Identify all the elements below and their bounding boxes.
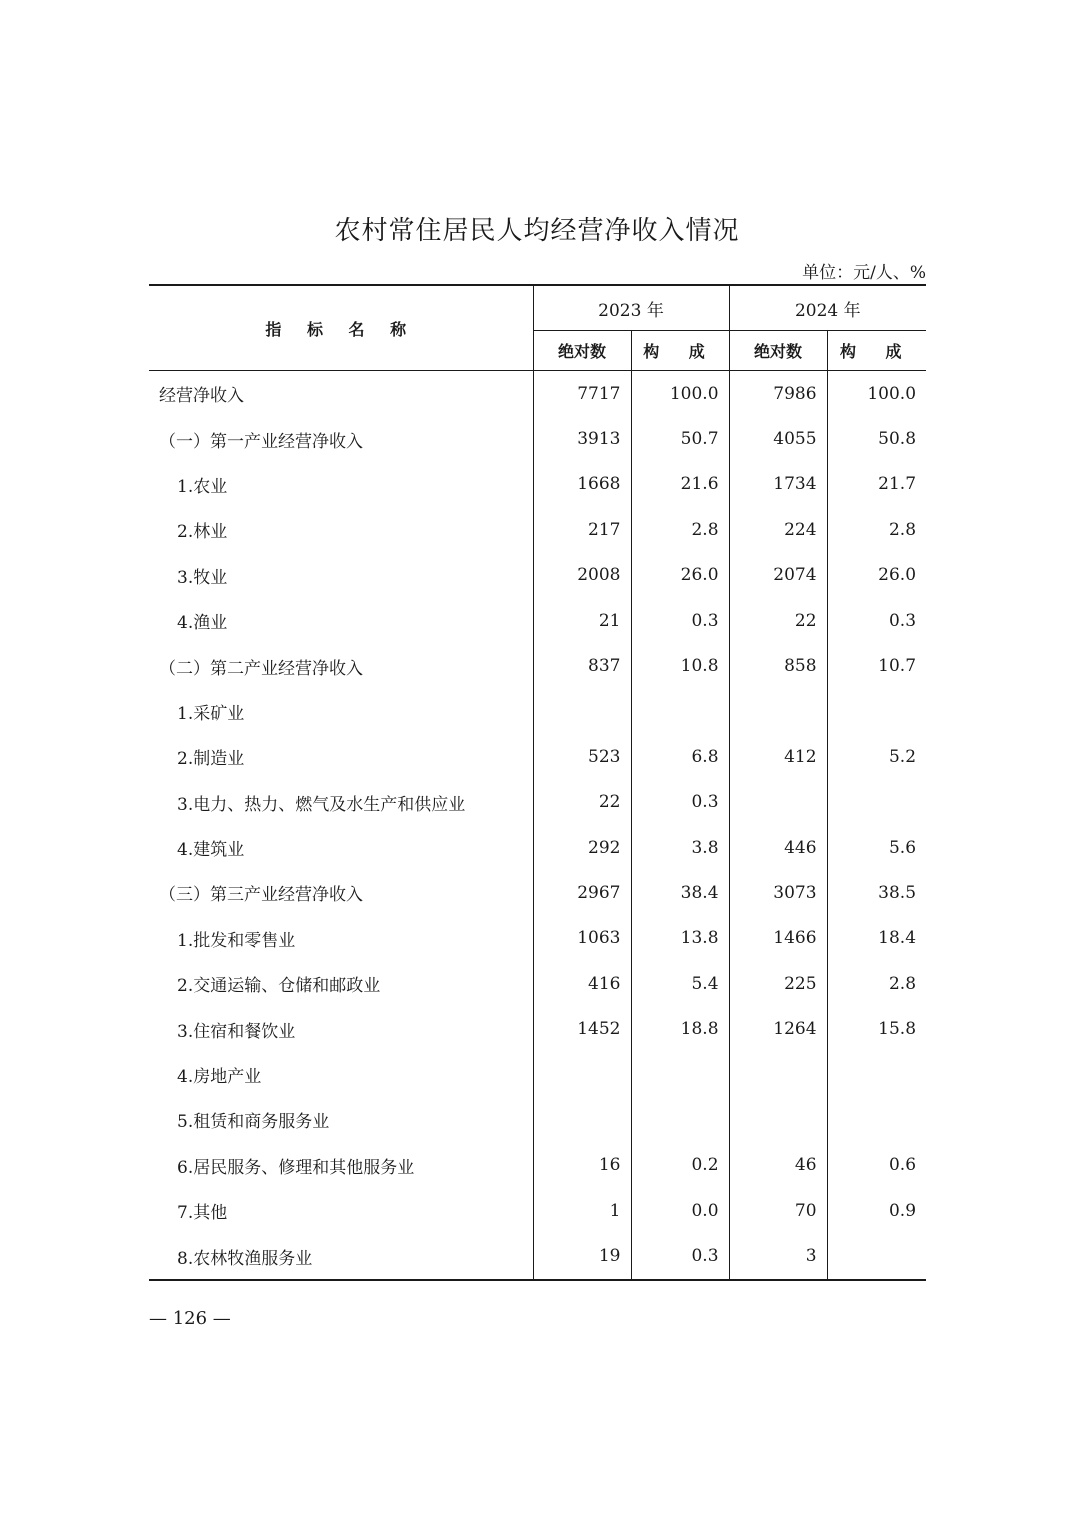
cell-abs-2024: 224: [729, 507, 827, 552]
row-name: （三）第三产业经营净收入: [149, 870, 533, 915]
table-row: [149, 780, 926, 825]
table-row: [149, 1052, 926, 1097]
cell-abs-2023: 3913: [533, 416, 631, 461]
table-row: [149, 416, 926, 461]
header-abs-2024: 绝对数: [729, 331, 827, 371]
cell-comp-2023: 0.3: [631, 598, 729, 643]
row-name: 5.租赁和商务服务业: [149, 1097, 533, 1142]
cell-comp-2023: 100.0: [631, 371, 729, 417]
cell-abs-2024: 858: [729, 643, 827, 688]
cell-comp-2024: 21.7: [827, 462, 926, 507]
table-row: [149, 1233, 926, 1279]
table-row: [149, 507, 926, 552]
cell-comp-2024: 26.0: [827, 553, 926, 598]
cell-comp-2023: 2.8: [631, 507, 729, 552]
cell-abs-2024: 446: [729, 825, 827, 870]
cell-abs-2023: [533, 1052, 631, 1097]
cell-abs-2024: 46: [729, 1143, 827, 1188]
row-name: 经营净收入: [149, 371, 533, 417]
cell-comp-2023: 0.3: [631, 780, 729, 825]
cell-comp-2023: 5.4: [631, 961, 729, 1006]
cell-abs-2024: [729, 689, 827, 734]
cell-abs-2024: 1466: [729, 916, 827, 961]
row-name: 2.林业: [149, 507, 533, 552]
cell-abs-2023: 1452: [533, 1006, 631, 1051]
table-row: [149, 734, 926, 779]
table-row: [149, 689, 926, 734]
cell-comp-2023: 18.8: [631, 1006, 729, 1051]
cell-comp-2024: [827, 1052, 926, 1097]
cell-comp-2024: 100.0: [827, 371, 926, 417]
cell-abs-2023: [533, 1097, 631, 1142]
table-row: [149, 961, 926, 1006]
header-abs-2023: 绝对数: [533, 331, 631, 371]
unit-label: 单位：元/人、%: [802, 263, 926, 283]
cell-abs-2024: 2074: [729, 553, 827, 598]
table-row: [149, 1006, 926, 1051]
cell-comp-2024: 38.5: [827, 870, 926, 915]
header-comp-2023: 构 成: [631, 331, 729, 371]
income-table: [149, 284, 926, 1281]
table-row: [149, 371, 926, 417]
cell-abs-2023: 22: [533, 780, 631, 825]
cell-comp-2024: [827, 689, 926, 734]
cell-comp-2023: 26.0: [631, 553, 729, 598]
table-row: [149, 1097, 926, 1142]
cell-abs-2024: 412: [729, 734, 827, 779]
cell-abs-2023: 1668: [533, 462, 631, 507]
row-name: （二）第二产业经营净收入: [149, 643, 533, 688]
table-row: [149, 1143, 926, 1188]
cell-abs-2023: 217: [533, 507, 631, 552]
cell-comp-2024: 15.8: [827, 1006, 926, 1051]
row-name: 2.制造业: [149, 734, 533, 779]
cell-comp-2024: 0.3: [827, 598, 926, 643]
cell-abs-2024: [729, 1097, 827, 1142]
cell-abs-2023: 16: [533, 1143, 631, 1188]
cell-abs-2023: 19: [533, 1233, 631, 1279]
header-indicator-name: 指 标 名 称: [149, 285, 533, 371]
cell-comp-2023: 3.8: [631, 825, 729, 870]
cell-abs-2024: 3073: [729, 870, 827, 915]
row-name: 3.牧业: [149, 553, 533, 598]
row-name: 4.渔业: [149, 598, 533, 643]
cell-abs-2024: 22: [729, 598, 827, 643]
cell-abs-2023: 2008: [533, 553, 631, 598]
cell-abs-2024: 3: [729, 1233, 827, 1279]
header-year-2024: 2024 年: [729, 285, 926, 331]
table-row: [149, 553, 926, 598]
cell-abs-2023: 523: [533, 734, 631, 779]
cell-comp-2023: 0.3: [631, 1233, 729, 1279]
cell-abs-2023: 7717: [533, 371, 631, 417]
row-name: 7.其他: [149, 1188, 533, 1233]
table-row: [149, 1188, 926, 1233]
cell-comp-2023: [631, 1097, 729, 1142]
table-row: [149, 643, 926, 688]
cell-comp-2024: 10.7: [827, 643, 926, 688]
page-title: 农村常住居民人均经营净收入情况: [334, 216, 740, 246]
cell-comp-2024: 18.4: [827, 916, 926, 961]
cell-abs-2024: [729, 780, 827, 825]
row-name: 1.批发和零售业: [149, 916, 533, 961]
cell-abs-2024: [729, 1052, 827, 1097]
table-row: [149, 598, 926, 643]
cell-abs-2023: 837: [533, 643, 631, 688]
cell-comp-2024: 2.8: [827, 507, 926, 552]
cell-abs-2024: 4055: [729, 416, 827, 461]
cell-comp-2024: [827, 1233, 926, 1279]
cell-comp-2024: 2.8: [827, 961, 926, 1006]
cell-comp-2024: 0.9: [827, 1188, 926, 1233]
cell-comp-2023: 21.6: [631, 462, 729, 507]
cell-comp-2023: 50.7: [631, 416, 729, 461]
cell-comp-2024: [827, 1097, 926, 1142]
cell-comp-2023: 0.0: [631, 1188, 729, 1233]
cell-comp-2024: 0.6: [827, 1143, 926, 1188]
table-row: [149, 870, 926, 915]
row-name: 1.农业: [149, 462, 533, 507]
cell-comp-2023: 6.8: [631, 734, 729, 779]
row-name: 3.电力、热力、燃气及水生产和供应业: [149, 780, 533, 825]
cell-comp-2024: 50.8: [827, 416, 926, 461]
row-name: 4.房地产业: [149, 1052, 533, 1097]
cell-comp-2023: [631, 1052, 729, 1097]
header-comp-2024: 构 成: [827, 331, 926, 371]
row-name: 3.住宿和餐饮业: [149, 1006, 533, 1051]
cell-abs-2024: 1264: [729, 1006, 827, 1051]
table-row: [149, 916, 926, 961]
cell-abs-2023: 21: [533, 598, 631, 643]
cell-abs-2023: [533, 689, 631, 734]
page-number: — 126 —: [149, 1308, 231, 1329]
cell-abs-2023: 292: [533, 825, 631, 870]
row-name: 1.采矿业: [149, 689, 533, 734]
cell-comp-2023: [631, 689, 729, 734]
cell-comp-2024: 5.6: [827, 825, 926, 870]
row-name: 4.建筑业: [149, 825, 533, 870]
cell-abs-2023: 416: [533, 961, 631, 1006]
cell-abs-2023: 2967: [533, 870, 631, 915]
cell-abs-2023: 1063: [533, 916, 631, 961]
cell-abs-2024: 1734: [729, 462, 827, 507]
cell-comp-2024: 5.2: [827, 734, 926, 779]
cell-comp-2023: 0.2: [631, 1143, 729, 1188]
cell-comp-2023: 38.4: [631, 870, 729, 915]
cell-abs-2024: 225: [729, 961, 827, 1006]
header-year-2023: 2023 年: [533, 285, 729, 331]
cell-abs-2023: 1: [533, 1188, 631, 1233]
cell-comp-2023: 10.8: [631, 643, 729, 688]
row-name: 6.居民服务、修理和其他服务业: [149, 1143, 533, 1188]
row-name: 8.农林牧渔服务业: [149, 1233, 533, 1279]
cell-comp-2024: [827, 780, 926, 825]
table-row: [149, 825, 926, 870]
cell-abs-2024: 7986: [729, 371, 827, 417]
row-name: 2.交通运输、仓储和邮政业: [149, 961, 533, 1006]
row-name: （一）第一产业经营净收入: [149, 416, 533, 461]
table-row: [149, 462, 926, 507]
cell-abs-2024: 70: [729, 1188, 827, 1233]
cell-comp-2023: 13.8: [631, 916, 729, 961]
